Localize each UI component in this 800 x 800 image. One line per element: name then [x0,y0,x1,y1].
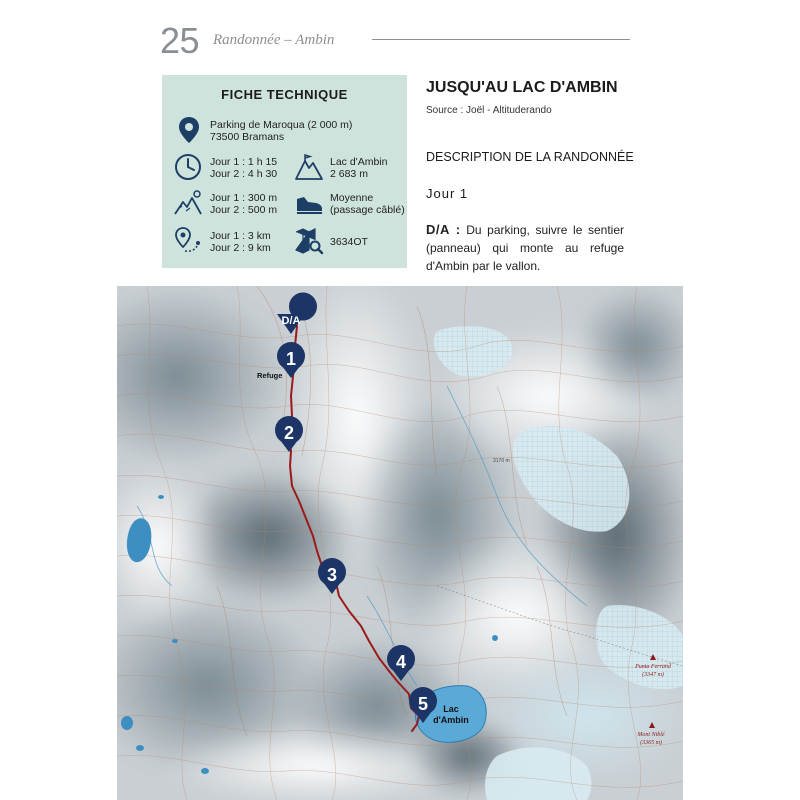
elevation-gain-icon [173,188,203,218]
parking-info: Parking de Maroqua (2 000 m) 73500 Bramans [210,119,353,143]
distance-info: Jour 1 : 3 km Jour 2 : 9 km [210,230,271,254]
map-reference: 3634OT [330,236,368,248]
difficulty-info: Moyenne (passage câblé) [330,192,405,216]
refuge-label: Refuge [257,371,283,380]
location-pin-icon [174,115,204,145]
da-label: D/A : [426,222,461,237]
punta-ferrand-label: Punta Ferrand [635,664,671,670]
punta-ferrand-alt: (3347 m) [642,672,664,678]
page-header [160,14,630,64]
mont-nible-label: Mont Niblé [637,732,665,738]
page-number: 25 [160,20,200,61]
clock-icon [173,152,203,182]
description-heading: DESCRIPTION DE LA RANDONNÉE [426,150,634,164]
altitude-label: 3170 m [493,458,510,464]
fiche-title: FICHE TECHNIQUE [221,87,348,102]
marker-label-1: 1 [285,349,297,369]
header-rule [372,39,630,40]
da-text: Du parking, suivre le sentier (panneau) qui monte au refuge d'Ambin par le vallon. [426,223,624,273]
duration-info: Jour 1 : 1 h 15 Jour 2 : 4 h 30 [210,156,278,180]
mountain-peak-icon [294,152,324,182]
day-heading: Jour 1 [426,186,469,201]
marker-label-4: 4 [395,652,407,672]
marker-label-2: 2 [283,423,295,443]
marker-label-start: D/A [281,315,301,327]
marker-label-5: 5 [417,694,429,714]
lake-label-line1: Lac [443,704,459,714]
map-search-icon [294,226,324,256]
topographic-map [117,286,683,800]
section-title: Randonnée – Ambin [213,32,335,48]
lake-label-line2: d'Ambin [433,715,469,725]
elevation-info: Jour 1 : 300 m Jour 2 : 500 m [210,192,278,216]
fiche-technique-panel [162,75,407,268]
hike-title: JUSQU'AU LAC D'AMBIN [426,79,618,96]
summit-info: Lac d'Ambin 2 683 m [330,156,388,180]
source-credit: Source : Joël - Altituderando [426,105,552,116]
mont-nible-alt: (3365 m) [640,740,662,746]
day-description [426,221,624,275]
hiking-shoe-icon [294,188,324,218]
marker-label-3: 3 [326,565,338,585]
route-distance-icon [173,226,203,256]
